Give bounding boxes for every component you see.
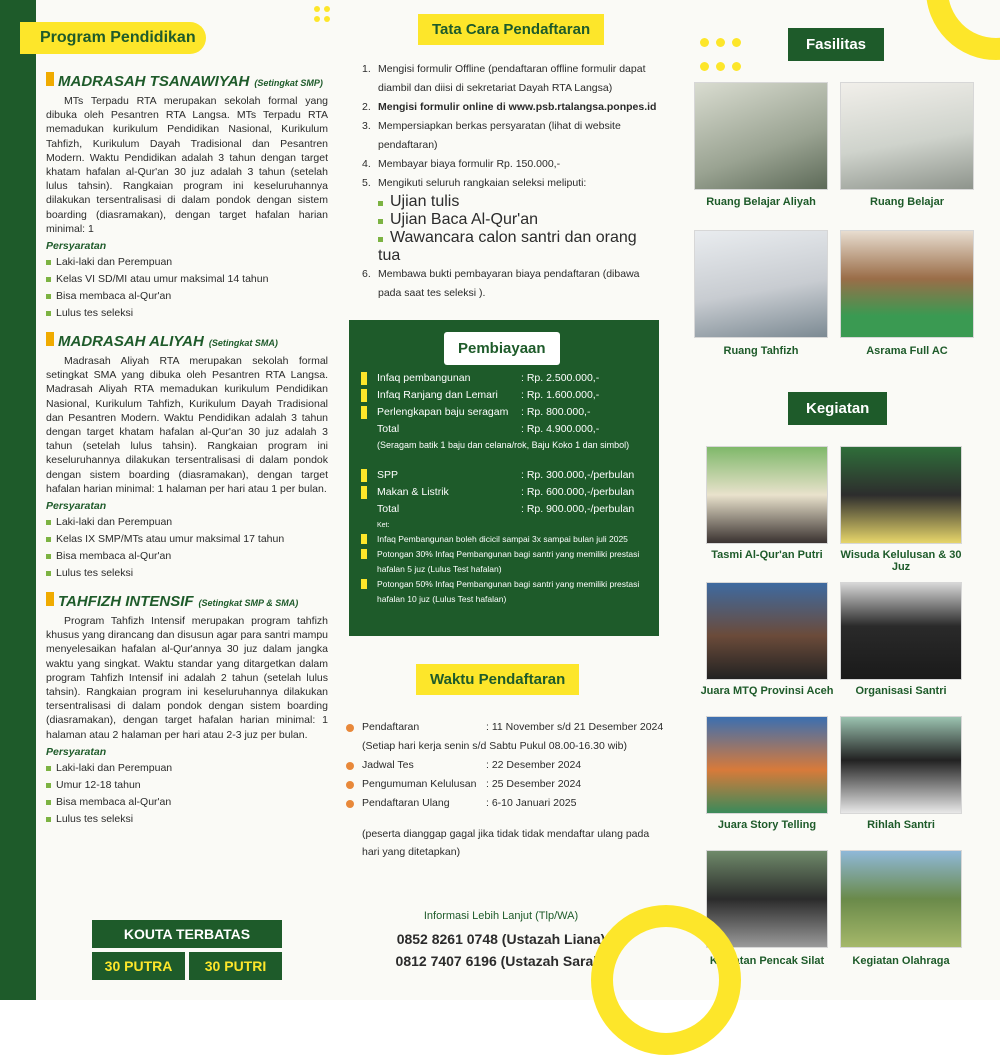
list-item: 3. Mempersiapkan berkas persyaratan (lihat di website pendaftaran): [362, 120, 621, 151]
photo-olahraga: [840, 850, 962, 948]
photo-story-telling: [706, 716, 828, 814]
contact-liana: 0852 8261 0748 (Ustazah Liana): [396, 931, 606, 947]
contact-sarah: 0812 7407 6196 (Ustazah Sarah): [395, 953, 607, 969]
quota-box: [92, 920, 282, 980]
program-column: [36, 0, 336, 1000]
kegiatan-title: Kegiatan: [788, 392, 887, 425]
list-item: Ujian Baca Al-Qur'an: [378, 211, 662, 229]
waktu-hours-note: (Setiap hari kerja senin s/d Sabtu Pukul 08.00-16.30 wib): [362, 740, 627, 752]
photo-tasmi: [706, 446, 828, 544]
list-item: 4. Membayar biaya formulir Rp. 150.000,-: [362, 158, 561, 170]
tahfizh-req-title: Persyaratan: [46, 745, 107, 758]
facilities-column: [676, 0, 1000, 1000]
list-item: Lulus tes seleksi: [46, 811, 328, 828]
photo-wisuda: [840, 446, 962, 544]
list-item: Infaq Pembangunan boleh dicicil sampai 3x sampai bulan juli 2025: [377, 532, 649, 547]
caption: Ruang Tahfizh: [723, 345, 799, 357]
caption: Juara MTQ Provinsi Aceh: [700, 685, 834, 697]
list-item: 6. Membawa bukti pembayaran biaya pendaftaran (dibawa pada saat tes seleksi ).: [362, 268, 640, 299]
photo-mtq: [706, 582, 828, 680]
biaya-list-a: [377, 370, 649, 438]
photo-asrama: [840, 230, 974, 338]
ma-req-title: Persyaratan: [46, 500, 107, 513]
list-item: Bisa membaca al-Qur'an: [46, 794, 328, 811]
list-item: Bisa membaca al-Qur'an: [46, 548, 328, 565]
list-item: Perlengkapan baju seragam : Rp. 800.000,-: [377, 404, 649, 421]
photo-organisasi: [840, 582, 962, 680]
caption: Juara Story Telling: [717, 819, 817, 831]
fasilitas-title: Fasilitas: [788, 28, 884, 61]
pembiayaan-title: Pembiayaan: [444, 332, 560, 365]
gagal-note: (peserta dianggap gagal jika tidak tidak mendaftar ulang pada hari yang ditetapkan): [362, 828, 650, 858]
tahfizh-description: Program Tahfizh Intensif merupakan program tahfizh khusus yang dirancang dan disusun agar para santri mampu menyelesaikan hafalan al-Qur'annya 30 juz dalam jangka waktu yang singkat. Waktu standar yang ditargetkan dalam program Tahfizh Intensif ini adalah 2 tahun (setelah lulus tahsin). Rangkaian program ini keseluruhannya dilakukan tersentralisasi di dalam pondok dengan sistem boarding (diasramakan), dengan target hafalan harian minimal: 1 halaman atau 2 halaman per hari atau 2-3 juz per bulan.: [46, 615, 328, 741]
registration-column: [336, 0, 666, 1000]
photo-ruang-belajar-aliyah: [694, 82, 828, 190]
photo-ruang-tahfizh: [694, 230, 828, 338]
decor-arc-bottom: [591, 905, 741, 1055]
caption: Tasmi Al-Qur'an Putri: [711, 549, 823, 561]
list-item: Umur 12-18 tahun: [46, 777, 328, 794]
list-item: 1. Mengisi formulir Offline (pendaftaran offline formulir dapat diambil dan diisi di sekretariat Dayah RTA Langsa): [362, 63, 646, 94]
ket-label: Ket:: [377, 522, 390, 529]
program-title: Program Pendidikan: [20, 22, 206, 54]
waktu-title: Waktu Pendaftaran: [416, 664, 579, 695]
list-item: Laki-laki dan Perempuan: [46, 254, 328, 271]
list-item: Lulus tes seleksi: [46, 305, 328, 322]
caption: Asrama Full AC: [866, 345, 948, 357]
list-item: Potongan 50% Infaq Pembangunan bagi santri yang memiliki prestasi hafalan 10 juz (Lulus Test hafalan): [377, 577, 649, 607]
caption: Kegiatan Pencak Silat: [709, 955, 825, 967]
list-item: Kelas VI SD/MI atau umur maksimal 14 tahun: [46, 271, 328, 288]
list-item: Total : Rp. 4.900.000,-: [377, 423, 600, 435]
tahfizh-requirements: [46, 760, 328, 828]
biaya-list-b: [377, 467, 649, 518]
biaya-note: (Seragam batik 1 baju dan celana/rok, Baju Koko 1 dan simbol): [377, 440, 630, 450]
registration-steps: [362, 60, 662, 193]
list-item: Laki-laki dan Perempuan: [46, 760, 328, 777]
biaya-notes: [377, 532, 649, 607]
caption: Kegiatan Olahraga: [852, 955, 950, 967]
list-item: Wawancara calon santri dan orang tua: [378, 229, 637, 264]
ma-heading: MADRASAH ALIYAH (Setingkat SMA): [46, 332, 328, 350]
pembiayaan-box: [349, 320, 659, 636]
mts-requirements: [46, 254, 328, 322]
list-item: Infaq Ranjang dan Lemari : Rp. 1.600.000,-: [377, 387, 649, 404]
photo-ruang-belajar: [840, 82, 974, 190]
quota-putra: 30 PUTRA: [92, 952, 185, 980]
caption: Wisuda Kelulusan & 30 Juz: [840, 549, 962, 573]
info-title: Informasi Lebih Lanjut (Tlp/WA): [423, 910, 579, 922]
photo-rihlah: [840, 716, 962, 814]
list-item: Lulus tes seleksi: [46, 565, 328, 582]
list-item: Pengumuman Kelulusan : 25 Desember 2024: [346, 775, 666, 794]
list-item: Total : Rp. 900.000,-/perbulan: [377, 503, 635, 515]
list-item: Potongan 30% Infaq Pembangunan bagi santri yang memiliki prestasi hafalan 5 juz (Lulus Test hafalan): [377, 547, 649, 577]
list-item: Makan & Listrik : Rp. 600.000,-/perbulan: [377, 484, 649, 501]
brochure-page: [36, 0, 1000, 1000]
tata-cara-title: Tata Cara Pendaftaran: [418, 14, 604, 45]
list-item: Ujian tulis: [378, 193, 662, 211]
caption: Ruang Belajar: [870, 196, 944, 208]
quota-putri: 30 PUTRI: [189, 952, 282, 980]
caption: Rihlah Santri: [867, 819, 935, 831]
caption: Ruang Belajar Aliyah: [706, 196, 816, 208]
list-item: Infaq pembangunan : Rp. 2.500.000,-: [377, 370, 649, 387]
selection-substeps: [378, 193, 662, 265]
list-item: Jadwal Tes : 22 Desember 2024: [346, 756, 666, 775]
list-item: Pendaftaran : 11 November s/d 21 Desember 2024: [346, 718, 666, 737]
list-item: Pendaftaran Ulang : 6-10 Januari 2025: [346, 794, 666, 813]
mts-heading: MADRASAH TSANAWIYAH (Setingkat SMP): [46, 72, 328, 90]
list-item: Kelas IX SMP/MTs atau umur maksimal 17 tahun: [46, 531, 328, 548]
list-item: 5. Mengikuti seluruh rangkaian seleksi meliputi:: [362, 177, 587, 189]
list-item: Laki-laki dan Perempuan: [46, 514, 328, 531]
list-item: SPP : Rp. 300.000,-/perbulan: [377, 467, 649, 484]
mts-req-title: Persyaratan: [46, 240, 107, 253]
list-item: 2. Mengisi formulir online di www.psb.rtalangsa.ponpes.id: [362, 101, 657, 113]
mts-description: MTs Terpadu RTA merupakan sekolah formal yang dibuka oleh Pesantren RTA Langsa. MTs Terpadu RTA memadukan kurikulum Pendidikan Nasional, Kurikulum Tahfizh, Kurikulum Dayah Tradisional dan Pesantren Modern. Waktu Pendidikan adalah 3 tahun dengan target khatam hafalan al-Qur'an 30 juz adalah 3 tahun (setelah lulus tahsin). Rangkaian program ini keseluruhannya dilakukan tersentralisasi di dalam pondok dengan sistem boarding (diasramakan), dengan target hafalan harian minimal: 1: [46, 95, 328, 235]
ma-requirements: [46, 514, 328, 582]
ma-description: Madrasah Aliyah RTA merupakan sekolah formal setingkat SMA yang dibuka oleh Pesantren RTA Langsa. Madrasah Aliyah RTA memadukan kurikulum Pendidikan Nasional, Kurikulum Tahfizh, Kurikulum Dayah Tradisional dan Pesantren Modern. Waktu Pendidikan adalah 3 tahun dengan target khatam hafalan al-Qur'an 30 juz adalah 3 tahun (setelah lulus tahsin). Rangkaian program ini keseluruhannya dilakukan tersentralisasi di dalam pondok dengan sistem boarding (diasramakan), dengan target hafalan harian minimal: 1 halaman per hari atau 1 per bulan.: [46, 355, 328, 495]
list-item: Bisa membaca al-Qur'an: [46, 288, 328, 305]
left-green-stripe: [0, 0, 36, 1000]
quota-title: KOUTA TERBATAS: [92, 920, 282, 948]
caption: Organisasi Santri: [855, 685, 947, 697]
tahfizh-heading: TAHFIZH INTENSIF (Setingkat SMP & SMA): [46, 592, 328, 610]
waktu-list: [346, 718, 666, 861]
